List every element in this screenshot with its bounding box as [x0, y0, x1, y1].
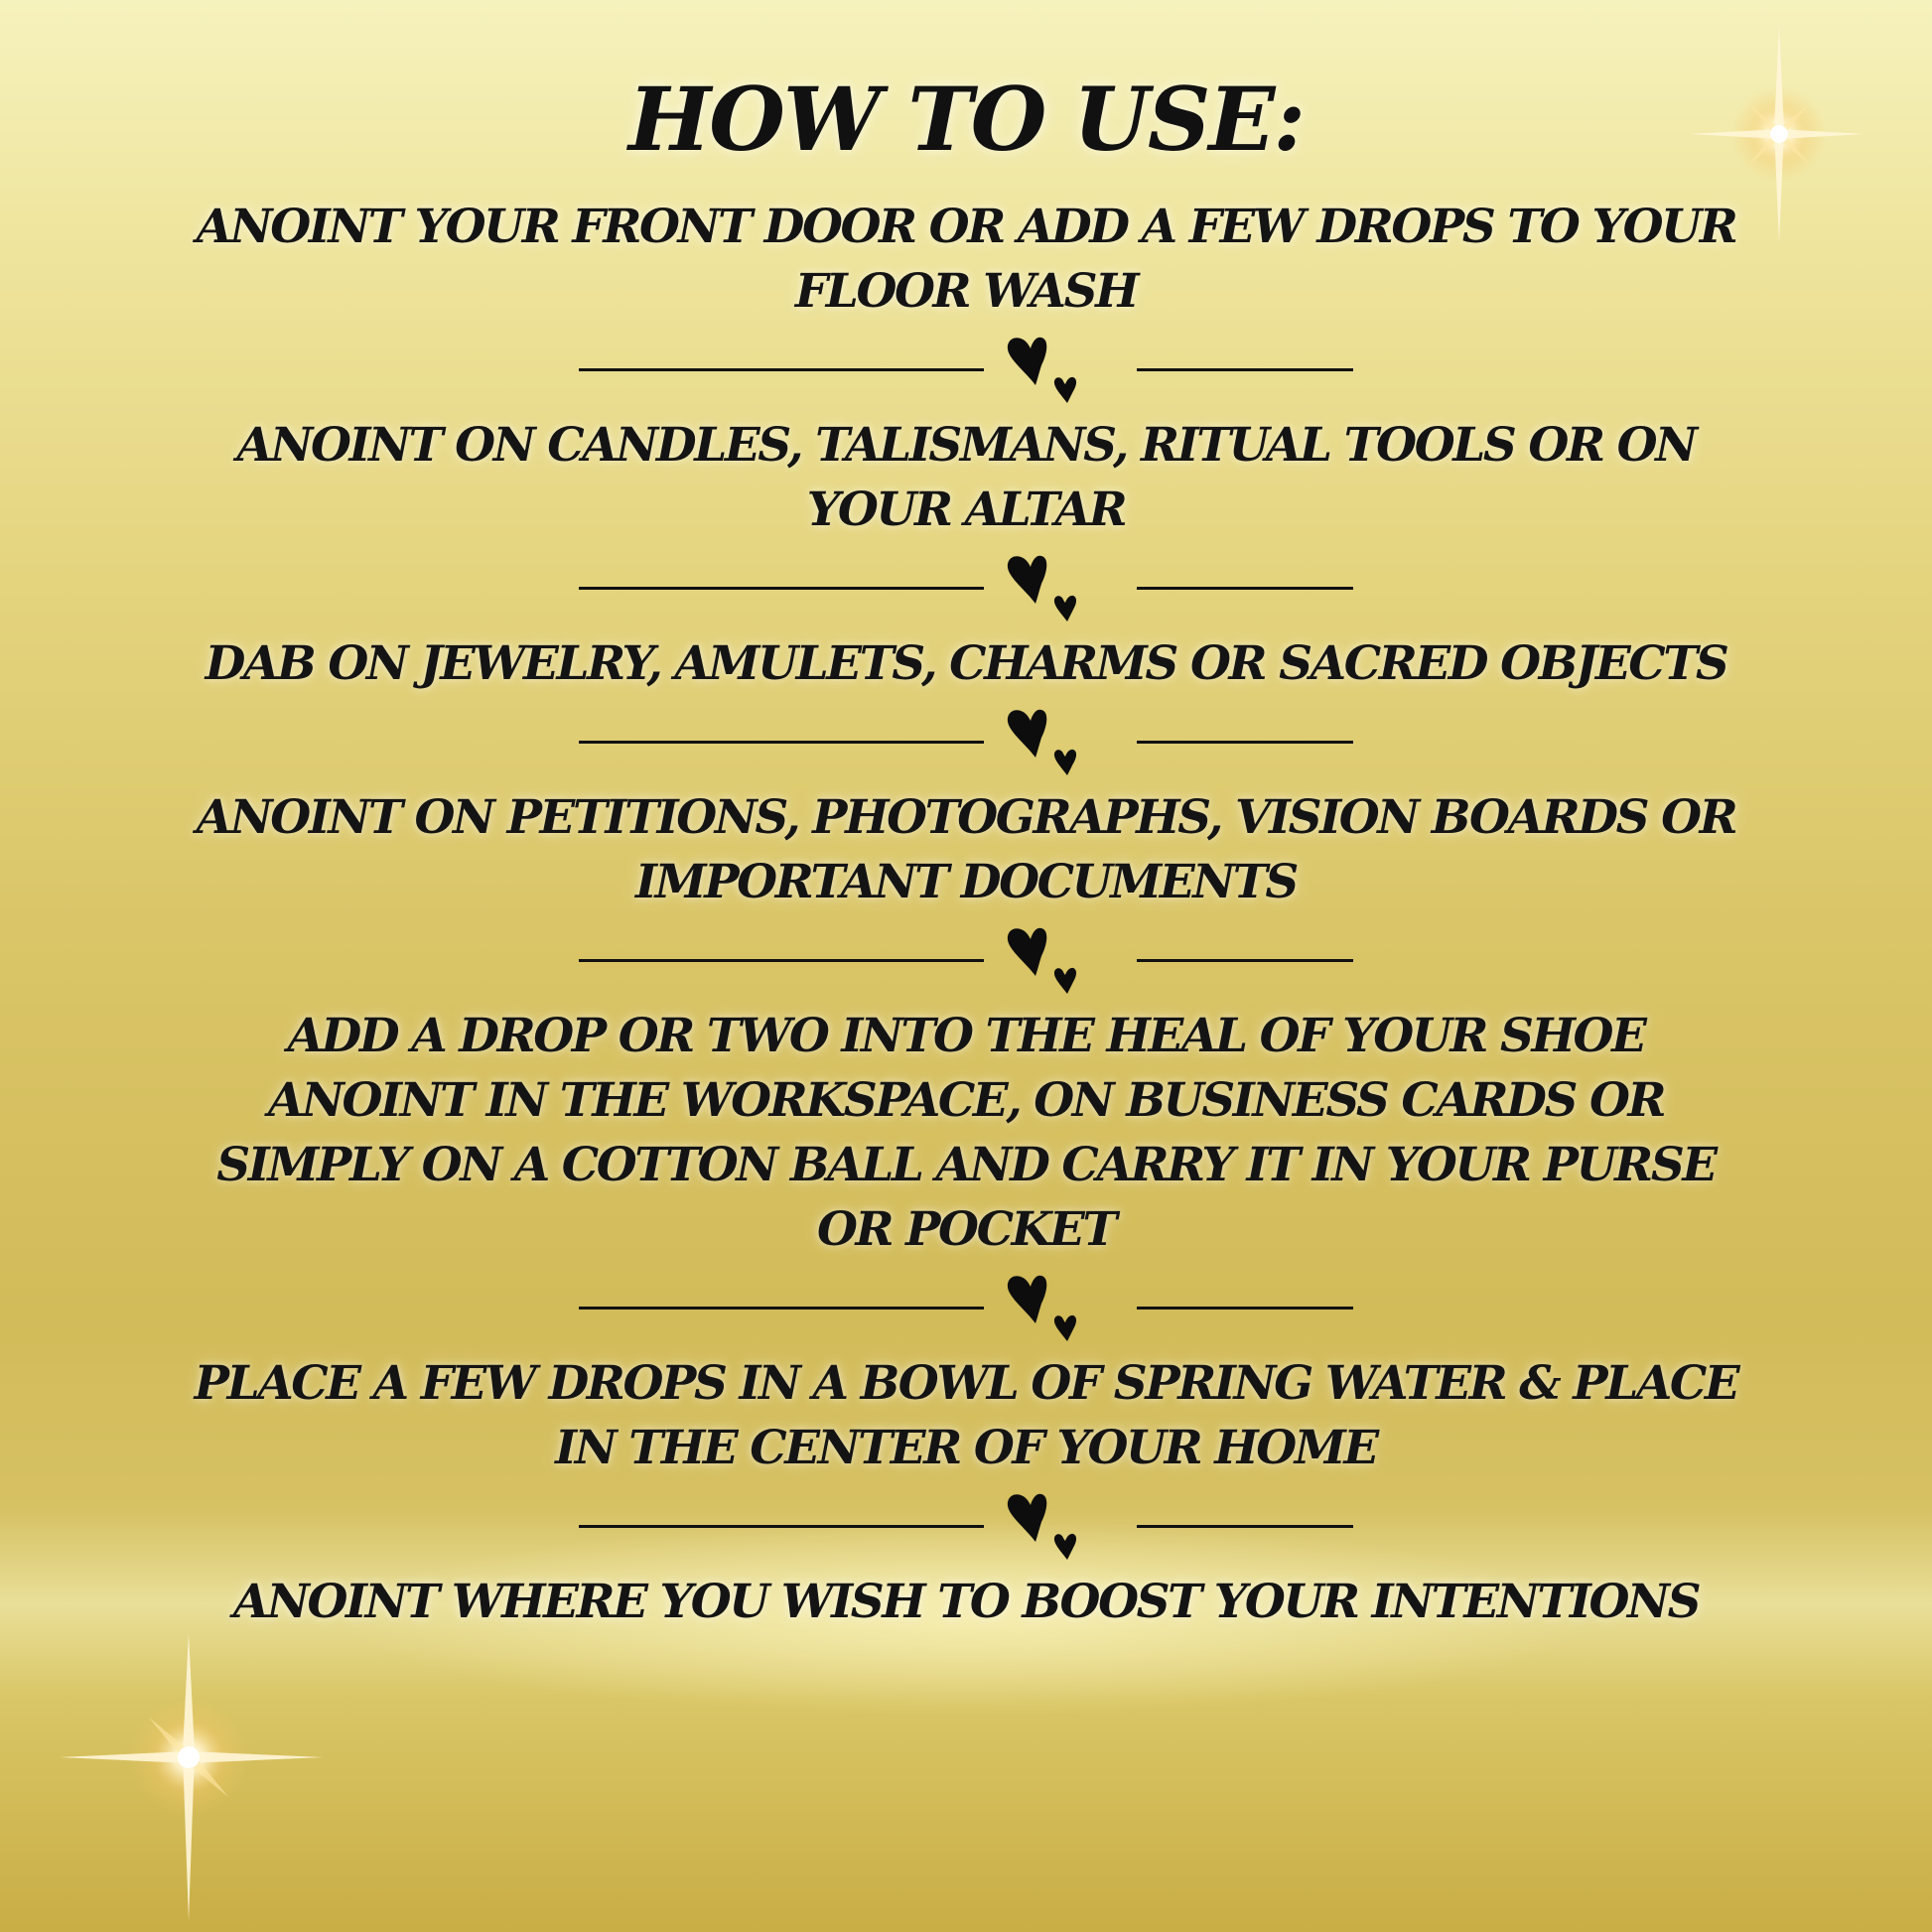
hearts-divider	[579, 548, 1353, 627]
sparkle-icon	[50, 1628, 328, 1926]
hearts-divider-icon	[984, 702, 1137, 781]
step-3: DAB ON JEWELRY, AMULETS, CHARMS OR SACRED OBJECTS	[205, 636, 1727, 691]
hearts-divider	[579, 702, 1353, 781]
divider-line-right	[1137, 368, 1353, 371]
hearts-divider-icon	[984, 1486, 1137, 1566]
divider-line-left	[579, 1307, 984, 1310]
divider-line-right	[1137, 741, 1353, 744]
divider-line-left	[579, 741, 984, 744]
step-4: ANOINT ON PETITIONS, PHOTOGRAPHS, VISION BOARDS OR IMPORTANT DOCUMENTS	[196, 790, 1736, 909]
step-6: PLACE A FEW DROPS IN A BOWL OF SPRING WATER & PLACE IN THE CENTER OF YOUR HOME	[194, 1356, 1738, 1475]
how-to-use-panel	[149, 69, 1783, 1634]
hearts-divider-icon	[984, 920, 1137, 1000]
divider-line-right	[1137, 587, 1353, 590]
hearts-divider-icon	[984, 548, 1137, 627]
hearts-divider-icon	[984, 330, 1137, 409]
hearts-divider-icon	[984, 1268, 1137, 1347]
divider-line-left	[579, 368, 984, 371]
divider-line-right	[1137, 1525, 1353, 1528]
divider-line-right	[1137, 959, 1353, 962]
step-1: ANOINT YOUR FRONT DOOR OR ADD A FEW DROPS TO YOUR FLOOR WASH	[196, 200, 1736, 319]
hearts-divider	[579, 330, 1353, 409]
step-2: ANOINT ON CANDLES, TALISMANS, RITUAL TOOLS OR ON YOUR ALTAR	[236, 418, 1696, 537]
divider-line-left	[579, 959, 984, 962]
step-7: ANOINT WHERE YOU WISH TO BOOST YOUR INTENTIONS	[232, 1575, 1700, 1629]
divider-line-right	[1137, 1307, 1353, 1310]
hearts-divider	[579, 920, 1353, 1000]
divider-line-left	[579, 1525, 984, 1528]
page-title: HOW TO USE:	[628, 68, 1304, 171]
step-5: ADD A DROP OR TWO INTO THE HEAL OF YOUR SHOE ANOINT IN THE WORKSPACE, ON BUSINESS CARDS OR SIMPLY ON A COTTON BALL AND CARRY IT IN YOUR PURSE OR POCKET	[216, 1009, 1716, 1257]
divider-line-left	[579, 587, 984, 590]
hearts-divider	[579, 1268, 1353, 1347]
hearts-divider	[579, 1486, 1353, 1566]
